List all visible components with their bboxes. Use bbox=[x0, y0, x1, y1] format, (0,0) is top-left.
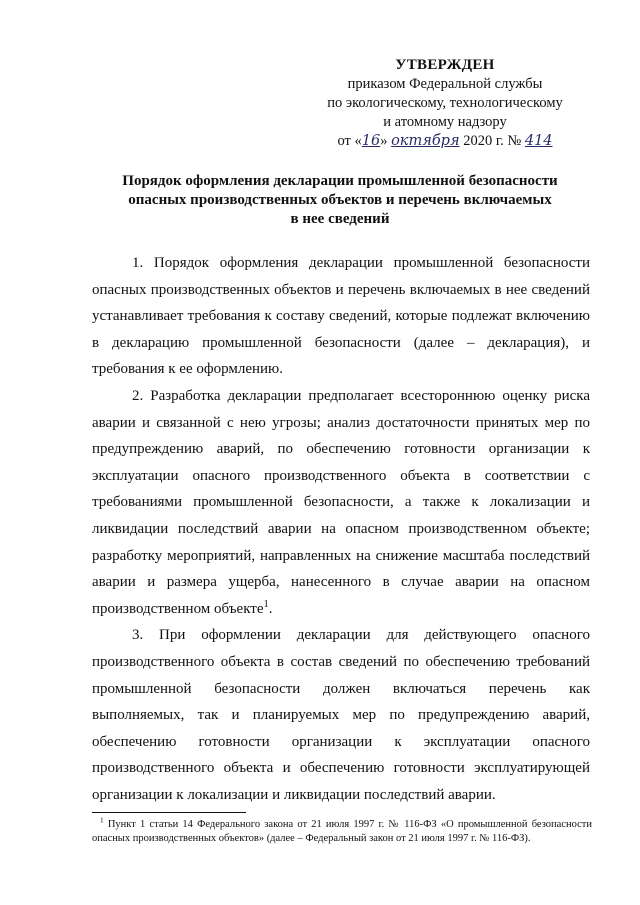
paragraph-2-end: . bbox=[268, 600, 273, 617]
title-line-1: Порядок оформления декларации промышленной безопасности bbox=[122, 173, 558, 189]
paragraph-1: 1. Порядок оформления декларации промышленной безопасности опасных производственных объектов и перечень включаемых в нее сведений устанавливает требования к составу сведений, которые подлежат включению в декларацию промышленной безопасности (далее – декларация), и требования к ее оформлению. bbox=[92, 255, 590, 378]
approval-line-2: по экологическому, технологическому bbox=[327, 95, 563, 111]
footnote-separator bbox=[92, 812, 246, 813]
paragraph-2 bbox=[92, 383, 590, 622]
date-mid: » bbox=[380, 133, 388, 149]
title-line-3: в нее сведений bbox=[290, 211, 390, 227]
approval-heading: УТВЕРЖДЕН bbox=[395, 57, 495, 73]
approval-line-1: приказом Федеральной службы bbox=[347, 76, 543, 92]
title-line-2: опасных производственных объектов и перечень включаемых bbox=[128, 192, 552, 208]
footnote-reference: 1 bbox=[263, 598, 269, 610]
footnote-text: Пункт 1 статьи 14 Федерального закона от 21 июля 1997 г. № 116-ФЗ «О промышленной безопасности опасных производственных объектов» (далее – Федеральный закон от 21 июля 1997 г. № 116-ФЗ). bbox=[92, 819, 592, 844]
order-number: 414 bbox=[524, 133, 553, 149]
date-prefix: от « bbox=[337, 133, 362, 149]
footnote bbox=[92, 815, 592, 846]
footnote-mark: 1 bbox=[100, 815, 104, 825]
date-year: 2020 г. № bbox=[463, 133, 522, 149]
paragraph-2-text: 2. Разработка декларации предполагает всестороннюю оценку риска аварии и связанной с нею угрозы; анализ достаточности принятых мер по предупреждению аварий, по обеспечению готовности организации к эксплуатации опасного производственного объекта в соответствии с требованиями промышленной безопасности, а также к локализации и ликвидации последствий аварии на опасном производственном объекте; разработку мероприятий, направленных на снижение масштаба последствий аварии и размера ущерба, нанесенного в случае аварии на опасном производственном объекте bbox=[92, 387, 590, 617]
date-month: октября bbox=[391, 133, 460, 149]
document-title bbox=[92, 172, 588, 229]
date-day: 16 bbox=[361, 133, 381, 149]
order-date-line bbox=[300, 132, 590, 151]
paragraph-3: 3. При оформлении декларации для действующего опасного производственного объекта в состав сведений по обеспечению требований промышленной безопасности должен включаться перечень как выполняемых, так и планируемых мер по предупреждению аварий, обеспечению готовности организации к эксплуатации опасного производственного объекта и обеспечению готовности эксплуатирующей организации к локализации и ликвидации последствий аварии. bbox=[92, 627, 590, 803]
approval-line-3: и атомному надзору bbox=[383, 114, 507, 130]
document-body bbox=[92, 250, 590, 808]
approval-block bbox=[300, 56, 590, 151]
